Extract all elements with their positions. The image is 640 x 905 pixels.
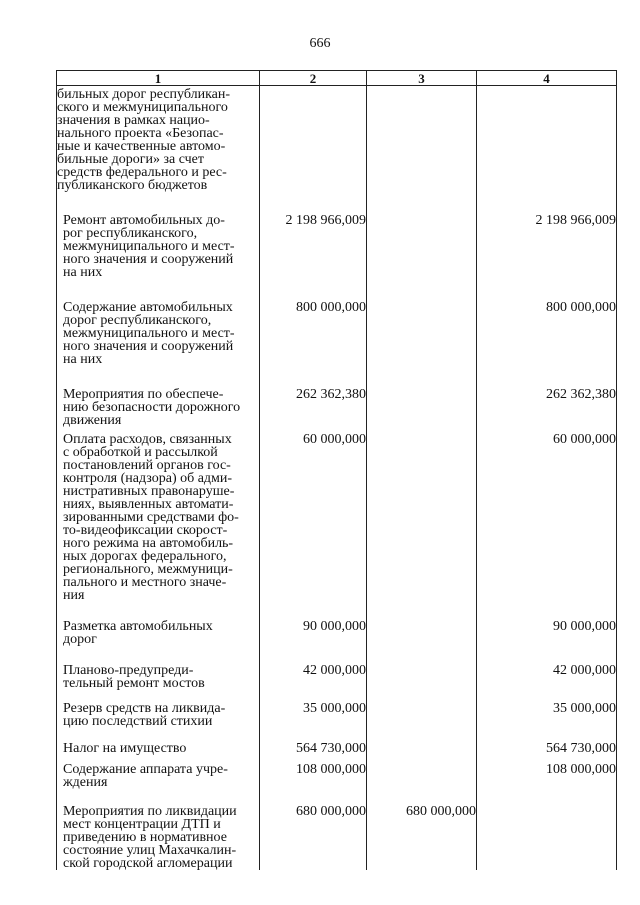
description-line: ных дорогах федерального,: [63, 549, 227, 564]
amount-cell-col2: 42 000,000: [260, 664, 367, 702]
row-description: [57, 620, 260, 664]
description-line: Содержание аппарата учре-: [63, 762, 228, 777]
description-line: ного режима на автомобиль-: [63, 536, 234, 551]
amount-cell-col2: 564 730,000: [260, 742, 367, 763]
row-description: [57, 388, 260, 433]
description-line: Содержание автомобильных: [63, 300, 233, 315]
amount-cell-col2: 35 000,000: [260, 702, 367, 742]
description-line: бильных дорог республикан-: [57, 87, 231, 102]
amount-cell-col2: 680 000,000: [260, 805, 367, 870]
description-line: Резерв средств на ликвида-: [63, 701, 226, 716]
description-line: мест концентрации ДТП и: [63, 817, 221, 832]
description-line: ного значения и сооружений: [63, 252, 234, 267]
amount-cell-col3: 680 000,000: [367, 805, 477, 870]
table-row: [57, 620, 617, 664]
amount-cell-col4: [477, 805, 617, 870]
table-body: [57, 86, 617, 871]
description-line: ния: [63, 588, 85, 603]
description-line: постановлений органов гос-: [63, 458, 231, 473]
table-row: [57, 433, 617, 620]
amount-cell-col3: [367, 214, 477, 301]
description-line: Оплата расходов, связанных: [63, 432, 232, 447]
amount-cell-col3: [367, 702, 477, 742]
row-description: [57, 86, 260, 215]
table-row: [57, 763, 617, 805]
description-line: на них: [63, 352, 103, 367]
description-line: ждения: [63, 775, 108, 790]
description-line: дорог республиканского,: [63, 313, 212, 328]
amount-cell-col3: [367, 86, 477, 215]
page-number: 666: [309, 36, 331, 51]
table-row: [57, 702, 617, 742]
amount-cell-col2: 2 198 966,009: [260, 214, 367, 301]
description-line: рог республиканского,: [63, 226, 198, 241]
amount-cell-col2: 262 362,380: [260, 388, 367, 433]
description-line: Разметка автомобильных: [63, 619, 213, 634]
amount-cell-col4: 2 198 966,009: [477, 214, 617, 301]
amount-cell-col4: 108 000,000: [477, 763, 617, 805]
table-row: [57, 388, 617, 433]
column-header-4: 4: [477, 71, 617, 86]
table-row: [57, 805, 617, 870]
amount-cell-col4: 564 730,000: [477, 742, 617, 763]
description-line: Мероприятия по обеспече-: [63, 387, 224, 402]
amount-cell-col4: 800 000,000: [477, 301, 617, 388]
row-description: [57, 214, 260, 301]
amount-cell-col4: 42 000,000: [477, 664, 617, 702]
description-line: нистративных правонаруше-: [63, 484, 235, 499]
amount-cell-col3: [367, 620, 477, 664]
amount-cell-col4: [477, 86, 617, 215]
amount-cell-col2: 800 000,000: [260, 301, 367, 388]
row-description: [57, 664, 260, 702]
description-line: тельный ремонт мостов: [63, 676, 205, 691]
row-description: [57, 433, 260, 620]
description-line: то-видеофиксации скорост-: [63, 523, 228, 538]
table-row: [57, 664, 617, 702]
description-line: зированными средствами фо-: [63, 510, 239, 525]
description-line: движения: [63, 413, 122, 428]
description-line: на них: [63, 265, 103, 280]
description-line: пального и местного значе-: [63, 575, 227, 590]
amount-cell-col3: [367, 433, 477, 620]
description-line: дорог: [63, 632, 97, 647]
column-header-3: 3: [367, 71, 477, 86]
description-line: нального проекта «Безопас-: [57, 126, 224, 141]
description-line: публиканского бюджетов: [57, 178, 208, 193]
description-line: средств федерального и рес-: [57, 165, 227, 180]
description-line: ской городской агломерации: [63, 856, 233, 871]
description-line: ного значения и сооружений: [63, 339, 234, 354]
description-line: Налог на имущество: [63, 741, 187, 756]
amount-cell-col2: 60 000,000: [260, 433, 367, 620]
amount-cell-col2: [260, 86, 367, 215]
description-line: межмуниципального и мест-: [63, 326, 235, 341]
amount-cell-col3: [367, 664, 477, 702]
description-line: цию последствий стихии: [63, 714, 213, 729]
description-line: бильные дороги» за счет: [57, 152, 205, 167]
description-line: ниях, выявленных автомати-: [63, 497, 234, 512]
amount-cell-col3: [367, 742, 477, 763]
description-line: контроля (надзора) об адми-: [63, 471, 233, 486]
description-line: Мероприятия по ликвидации: [63, 804, 237, 819]
column-header-2: 2: [260, 71, 367, 86]
description-line: состояние улиц Махачкалин-: [63, 843, 237, 858]
amount-cell-col3: [367, 301, 477, 388]
row-description: [57, 702, 260, 742]
description-line: межмуниципального и мест-: [63, 239, 235, 254]
description-line: с обработкой и рассылкой: [63, 445, 218, 460]
table-row: [57, 301, 617, 388]
amount-cell-col3: [367, 763, 477, 805]
table-row: [57, 742, 617, 763]
description-line: нию безопасности дорожного: [63, 400, 241, 415]
description-line: значения в рамках нацио-: [57, 113, 210, 128]
amount-cell-col4: 60 000,000: [477, 433, 617, 620]
row-description: [57, 301, 260, 388]
amount-cell-col2: 108 000,000: [260, 763, 367, 805]
description-line: регионального, межмуници-: [63, 562, 233, 577]
column-header-1: 1: [57, 71, 260, 86]
description-line: ные и качественные автомо-: [57, 139, 226, 154]
amount-cell-col4: 35 000,000: [477, 702, 617, 742]
amount-cell-col4: 262 362,380: [477, 388, 617, 433]
description-line: ского и межмуниципального: [57, 100, 228, 115]
row-description: [57, 805, 260, 870]
amount-cell-col4: 90 000,000: [477, 620, 617, 664]
table-row: [57, 214, 617, 301]
description-line: Ремонт автомобильных до-: [63, 213, 225, 228]
row-description: [57, 763, 260, 805]
budget-table: [56, 70, 617, 870]
amount-cell-col2: 90 000,000: [260, 620, 367, 664]
amount-cell-col3: [367, 388, 477, 433]
description-line: Планово-предупреди-: [63, 663, 194, 678]
row-description: [57, 742, 260, 763]
description-line: приведению в нормативное: [63, 830, 227, 845]
table-header-row: [57, 71, 617, 86]
table-row: [57, 86, 617, 215]
